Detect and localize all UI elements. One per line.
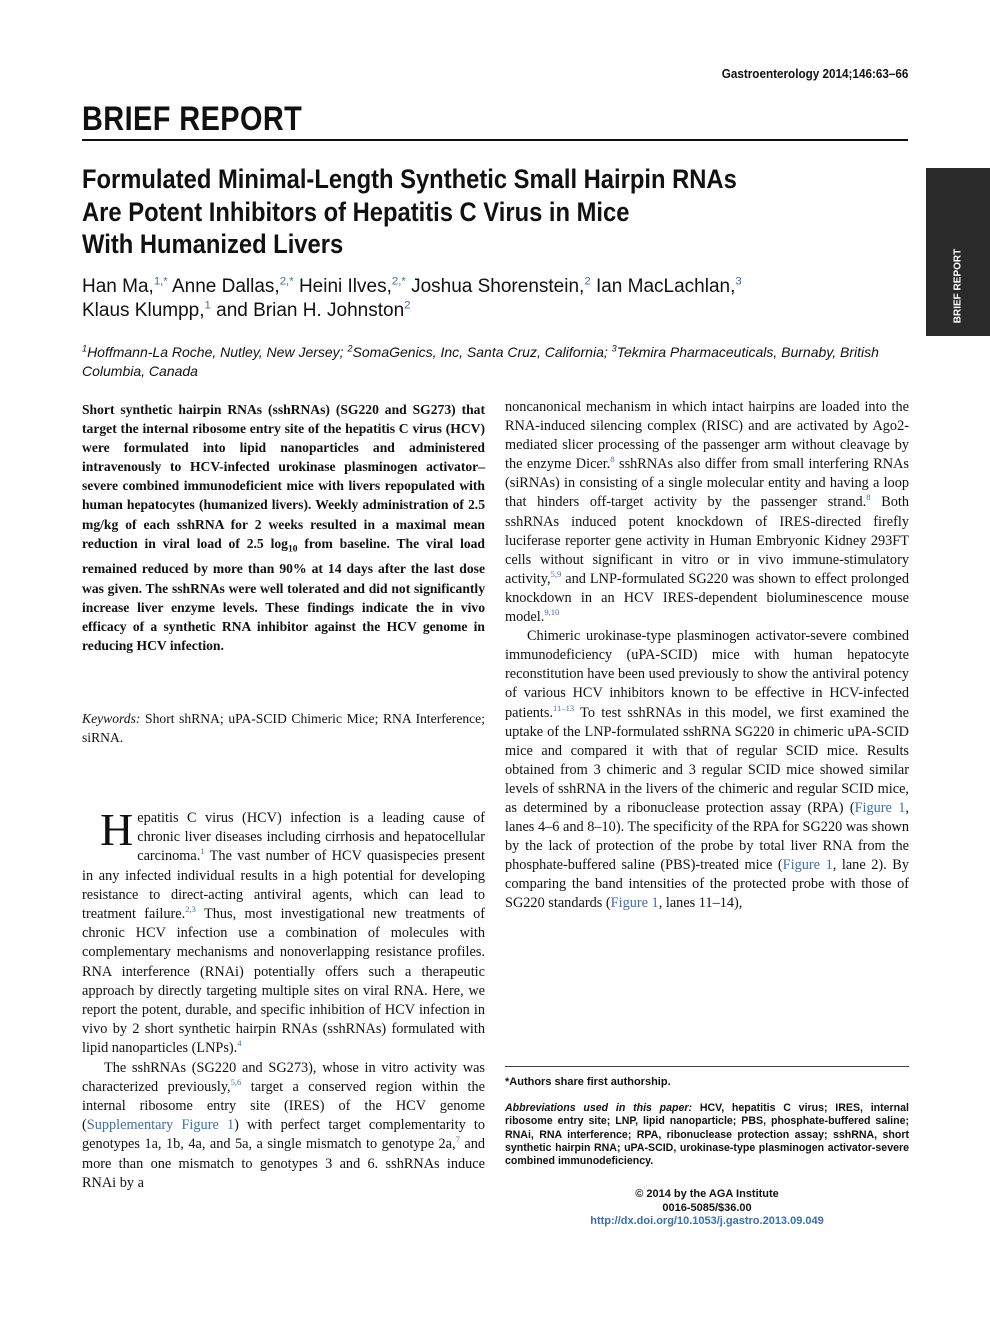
author-list — [82, 275, 912, 323]
author: Anne Dallas,$^{2,*}$ — [171, 275, 294, 297]
article-title — [82, 163, 751, 261]
keywords-label: Keywords: — [82, 711, 141, 726]
figure-link[interactable]: Figure 1 — [782, 857, 833, 874]
citation-ref[interactable]: 5,6 — [230, 1077, 242, 1088]
abstract: Short synthetic hairpin RNAs (sshRNAs) (SG220 and SG273) that target the internal ribosome entry site of the hepatitis C virus (HCV) were formulated into lipid nanoparticles and administered intravenously to HCV-infected urokinase plasminogen activator–severe combined immunodeficient mice with livers repopulated with human hepatocytes (humanized livers). Weekly administration of 2.5 mg/kg of each sshRNA for 2 weeks resulted in a maximal mean reduction in viral load of 2.5 $\log_{10}$ from baseline. The viral load remained reduced by more than 90% at 14 days after the last dose was given. The sshRNAs were well tolerated and did not significantly increase liver enzyme levels. These findings indicate the in vivo efficacy of a synthetic RNA inhibitor against the HCV genome in reducing HCV infection. — [82, 402, 485, 653]
figure-link[interactable]: Figure 1 — [610, 895, 659, 912]
copyright-block — [505, 1188, 909, 1229]
citation-ref[interactable]: 4 — [237, 1038, 242, 1049]
body-paragraph: Hepatitis C virus (HCV) infection is a leading cause of chronic liver diseases including cirrhosis and hepatocellular carcinoma.$^1$ The vast number of HCV quasispecies present in any infected individual results in a high potential for developing resistance to direct-acting antiviral agents, which can lead to treatment failure.$^{2,3}$ Thus, most investigational new treatments of chronic HCV infection use a combination of molecules with complementary mechanisms and nonoverlapping resistance profiles. RNA interference (RNAi) potentially offers such a therapeutic approach by directly targeting multiple sites on viral RNA. Here, we report the potent, durable, and specific inhibition of HCV infection in vivo by 2 short synthetic hairpin RNAs (sshRNAs) formulated with lipid nanoparticles (LNPs).$^4$ — [82, 804, 485, 1057]
author-affiliation-ref[interactable]: 3 — [735, 275, 742, 288]
author: and Brian H. Johnston$^2$ — [216, 299, 411, 321]
issn-line: 0016-5085/$36.00 — [662, 1201, 752, 1214]
citation-ref[interactable]: 8 — [866, 492, 871, 503]
keywords: Keywords: Short shRNA; uPA-SCID Chimeric Mice; RNA Interference; siRNA. — [82, 711, 485, 746]
citation-ref[interactable]: 9,10 — [544, 607, 560, 618]
abbreviations-label: Abbreviations used in this paper: — [505, 1102, 693, 1114]
author-affiliation-ref[interactable]: 2 — [404, 299, 411, 312]
author-affiliation-ref[interactable]: 1,* — [153, 275, 168, 288]
doi-link[interactable]: http://dx.doi.org/10.1053/j.gastro.2013.09.049 — [590, 1215, 824, 1227]
supplementary-figure-link[interactable]: Supplementary Figure 1 — [86, 1117, 235, 1134]
affiliations: $^1$Hoffmann-La Roche, Nutley, New Jersey; $^2$SomaGenics, Inc, Santa Cruz, California; $^3$Tekmira Pharmaceuticals, Burnaby, British Columbia, Canada — [82, 343, 879, 379]
citation-ref[interactable]: 7 — [455, 1134, 460, 1145]
author-affiliation-ref[interactable]: 2,* — [279, 275, 294, 288]
footnote-rule — [505, 1066, 909, 1067]
citation-ref[interactable]: 5,9 — [550, 569, 562, 580]
side-tab-label: BRIEF REPORT — [952, 248, 964, 324]
citation-ref[interactable]: 2,3 — [185, 904, 196, 915]
author: Joshua Shorenstein,$^2$ — [411, 275, 591, 297]
title-line: Formulated Minimal-Length Synthetic Small Hairpin RNAs — [82, 164, 737, 194]
author-footnote: *Authors share first authorship. — [505, 1076, 671, 1088]
drop-cap: H — [100, 804, 134, 855]
figure-link[interactable]: Figure 1 — [854, 799, 906, 816]
header-rule — [82, 139, 908, 141]
copyright-line: © 2014 by the AGA Institute — [635, 1188, 779, 1200]
citation-ref[interactable]: 1 — [200, 846, 205, 857]
author: Ian MacLachlan,$^3$ — [595, 275, 742, 297]
abbreviations: Abbreviations used in this paper: HCV, hepatitis C virus; IRES, internal ribosome entry site; LNP, lipid nanoparticle; PBS, phosphate-buffered saline; RNAi, RNA interference; RPA, ribonuclease protection assay; sshRNA, short synthetic hairpin RNA; uPA-SCID, urokinase-type plasminogen activator-severe combined immunodeficiency. — [505, 1102, 909, 1168]
title-line: Are Potent Inhibitors of Hepatitis C Virus in Mice — [82, 196, 630, 227]
body-paragraph: noncanonical mechanism in which intact hairpins are loaded into the RNA-induced silencing complex (RISC) and are activated by Ago2-mediated slicer processing of the passenger arm without cleavage by the enzyme Dicer.$^8$ sshRNAs also differ from small interfering RNAs (siRNAs) in consisting of a single molecular entity and having a loop that hinders off-target activity by the passenger strand.$^8$ Both sshRNAs induced potent knockdown of IRES-directed firefly luciferase reporter gene activity in Human Embryonic Kidney 293FT cells without significant in vitro or in vivo immune-stimulatory activity,$^{5,9}$ and LNP-formulated SG220 was shown to effect prolonged knockdown in an HCV IRES-dependent bioluminescence mouse model.$^{9,10}$ — [505, 399, 909, 626]
author-affiliation-ref[interactable]: 2 — [584, 275, 591, 288]
author-affiliation-ref[interactable]: 2,* — [391, 275, 406, 288]
author: Heini Ilves,$^{2,*}$ — [298, 275, 406, 297]
side-section-tab — [926, 168, 990, 336]
citation-ref[interactable]: 11–13 — [553, 702, 575, 713]
section-heading: BRIEF REPORT — [82, 100, 303, 138]
body-text-right-column — [505, 398, 909, 914]
title-line: With Humanized Livers — [82, 229, 344, 259]
journal-citation: Gastroenterology 2014;146:63–66 — [721, 66, 908, 81]
body-paragraph: The sshRNAs (SG220 and SG273), whose in vitro activity was characterized previously,$^{5,6}$ target a conserved region within the internal ribosome entry site (IRES) of the HCV genome (Supplementary Figure 1) with perfect target complementarity to genotypes 1a, 1b, 4a, and 5a, a single mismatch to genotype 2a,$^7$ and more than one mismatch to genotypes 3 and 6. sshRNAs induce RNAi by a — [82, 1059, 486, 1191]
author: Klaus Klumpp,$^1$ — [82, 299, 211, 321]
body-text-left-column — [82, 804, 486, 1193]
author: Han Ma,$^{1,*}$ — [82, 275, 168, 297]
citation-ref[interactable]: 8 — [610, 454, 615, 465]
author-affiliation-ref[interactable]: 1 — [204, 299, 211, 312]
body-paragraph: Chimeric urokinase-type plasminogen activator-severe combined immunodeficiency (uPA-SCID) mice with human hepatocyte reconstitution have been used previously to show the antiviral potency of various HCV inhibitors known to be effective in HCV-infected patients.$^{11-13}$ To test sshRNAs in this model, we first examined the uptake of the LNP-formulated sshRNA SG220 in chimeric uPA-SCID mice and compared it with that of regular SCID mice. Results obtained from 3 chimeric and 3 regular SCID mice showed similar levels of sshRNA in the livers of the chimeric and regular SCID mice, as determined by a ribonuclease protection assay (RPA) (Figure 1, lanes 4–6 and 8–10). The specificity of the RPA for SG220 was shown by the lack of protection of the probe by total liver RNA from the phosphate-buffered saline (PBS)-treated mice (Figure 1, lane 2). By comparing the band intensities of the protected probe with those of SG220 standards (Figure 1, lanes 11–14), — [505, 628, 909, 912]
